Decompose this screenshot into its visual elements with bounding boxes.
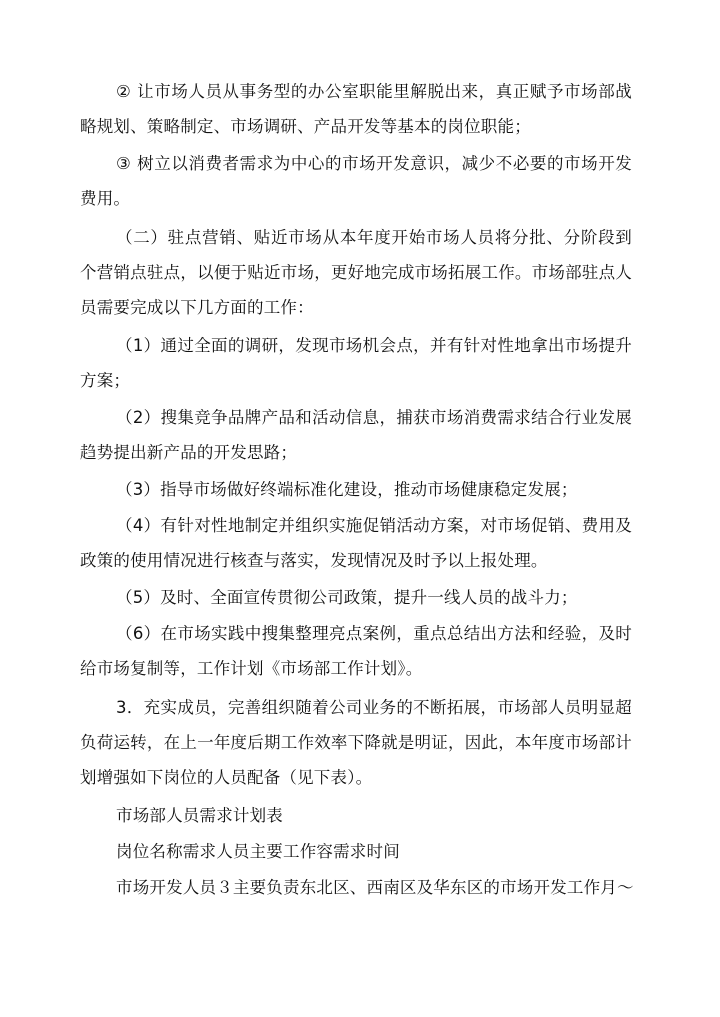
paragraph-duty-2: ② 让市场人员从事务型的办公室职能里解脱出来，真正赋予市场部战略规划、策略制定、市场调研、产品开发等基本的岗位职能； — [80, 82, 632, 136]
paragraph-item-2: （2）搜集竞争品牌产品和活动信息，捕获市场消费需求结合行业发展趋势提出新产品的开发思路； — [80, 408, 632, 462]
paragraph-item-6: （6）在市场实践中搜集整理亮点案例，重点总结出方法和经验，及时给市场复制等，工作计划《市场部工作计划》。 — [80, 624, 632, 678]
paragraph-duty-3: ③ 树立以消费者需求为中心的市场开发意识，减少不必要的市场开发费用。 — [80, 154, 632, 208]
table-row: 市场开发人员３主要负责东北区、西南区及华东区的市场开发工作月～ — [116, 878, 634, 897]
paragraph-section-2: （二）驻点营销、贴近市场从本年度开始市场人员将分批、分阶段到个营销点驻点，以便于贴近市场，更好地完成市场拓展工作。市场部驻点人员需要完成以下几方面的工作： — [80, 228, 632, 317]
paragraph-item-1: （1）通过全面的调研，发现市场机会点，并有针对性地拿出市场提升方案； — [80, 336, 632, 390]
paragraph-item-4: （4）有针对性地制定并组织实施促销活动方案，对市场促销、费用及政策的使用情况进行核查与落实，发现情况及时予以上报处理。 — [80, 516, 632, 570]
table-header-row: 岗位名称需求人员主要工作容需求时间 — [116, 842, 400, 861]
table-title: 市场部人员需求计划表 — [116, 806, 283, 825]
paragraph-item-5: （5）及时、全面宣传贯彻公司政策，提升一线人员的战斗力； — [116, 588, 578, 607]
paragraph-section-3: 3．充实成员，完善组织随着公司业务的不断拓展，市场部人员明显超负荷运转，在上一年度后期工作效率下降就是明证，因此，本年度市场部计划增强如下岗位的人员配备（见下表）。 — [80, 698, 632, 787]
paragraph-item-3: （3）指导市场做好终端标准化建设，推动市场健康稳定发展； — [116, 480, 578, 499]
